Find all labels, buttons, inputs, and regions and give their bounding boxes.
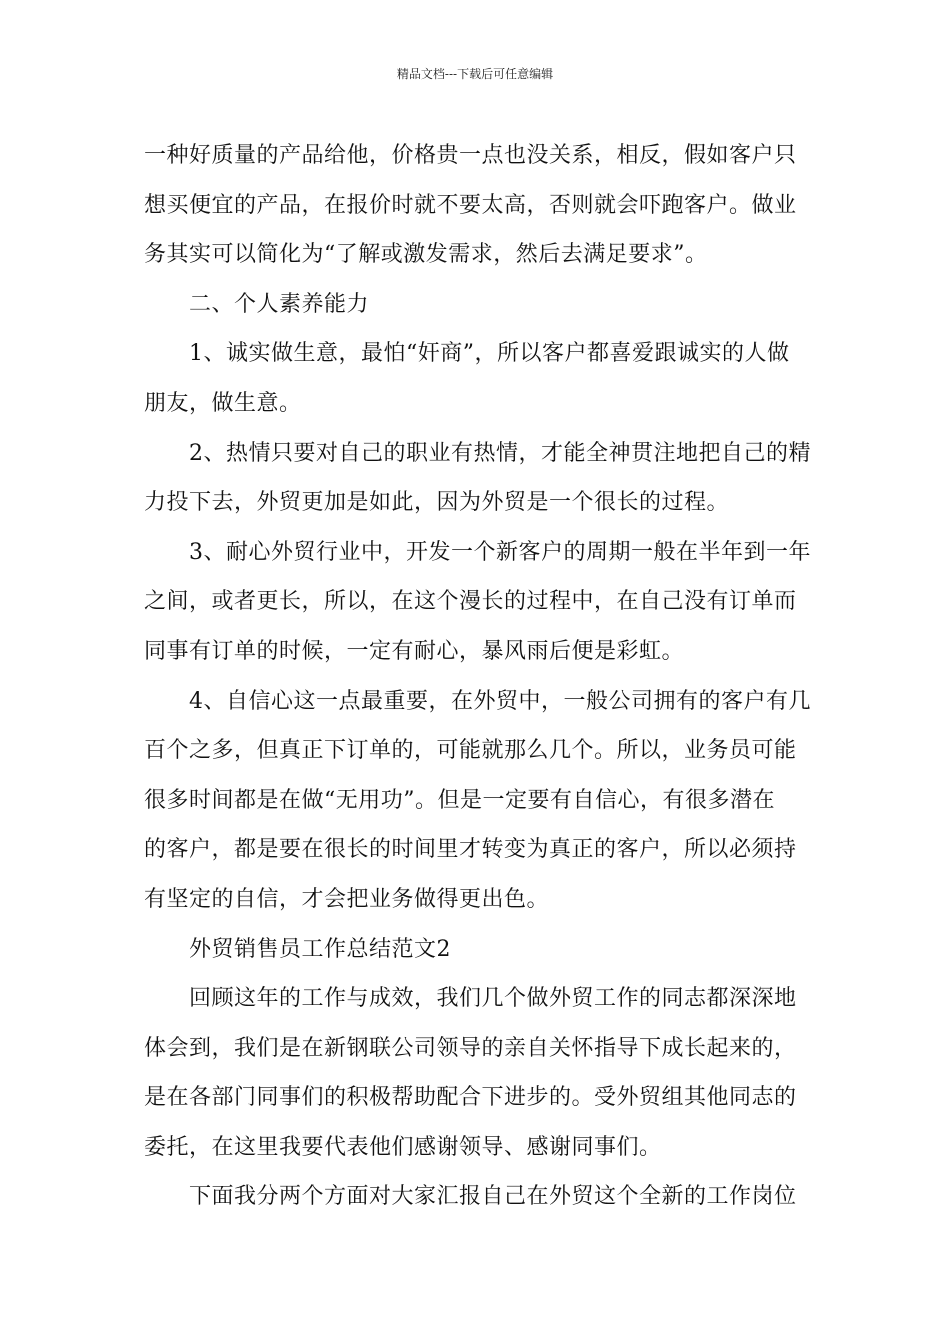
text-line: 3、耐心外贸行业中，开发一个新客户的周期一般在半年到一年 [189,539,811,565]
text-line: 委托，在这里我要代表他们感谢领导、感谢同事们。 [144,1134,662,1160]
text-line: 百个之多，但真正下订单的，可能就那么几个。所以，业务员可能 [144,738,797,764]
text-line: 是在各部门同事们的积极帮助配合下进步的。受外贸组其他同志的 [144,1085,797,1111]
document-body [144,131,812,1222]
text-line: 有坚定的自信，才会把业务做得更出色。 [144,886,550,912]
text-line: 力投下去，外贸更加是如此，因为外贸是一个很长的过程。 [144,490,730,516]
text-line: 2、热情只要对自己的职业有热情，才能全神贯注地把自己的精 [189,440,811,466]
page-header: 精品文档---下载后可任意编辑 [396,67,554,81]
text-line: 的客户，都是要在很长的时间里才转变为真正的客户，所以必须持 [144,837,797,863]
text-line: 下面我分两个方面对大家汇报自己在外贸这个全新的工作岗位 [189,1184,797,1210]
text-line: 一种好质量的产品给他，价格贵一点也没关系，相反，假如客户只 [144,143,797,168]
text-line: 之间，或者更长，所以，在这个漫长的过程中，在自己没有订单而 [144,589,797,615]
text-line: 朋友，做生意。 [144,390,302,416]
text-line: 务其实可以简化为“了解或激发需求，然后去满足要求”。 [144,242,708,268]
text-line: 回顾这年的工作与成效，我们几个做外贸工作的同志都深深地 [189,986,797,1012]
text-line: 1、诚实做生意，最怕“奸商”，所以客户都喜爱跟诚实的人做 [189,341,790,367]
text-line: 二、个人素养能力 [189,291,370,317]
text-line: 4、自信心这一点最重要，在外贸中，一般公司拥有的客户有几 [189,688,811,714]
text-line: 外贸销售员工作总结范文2 [189,936,451,962]
text-line: 很多时间都是在做“无用功”。但是一定要有自信心，有很多潜在 [144,787,775,813]
text-line: 体会到，我们是在新钢联公司领导的亲自关怀指导下成长起来的， [144,1035,797,1061]
text-line: 同事有订单的时候，一定有耐心，暴风雨后便是彩虹。 [144,638,685,664]
text-line: 想买便宜的产品，在报价时就不要太高，否则就会吓跑客户。做业 [144,192,797,218]
